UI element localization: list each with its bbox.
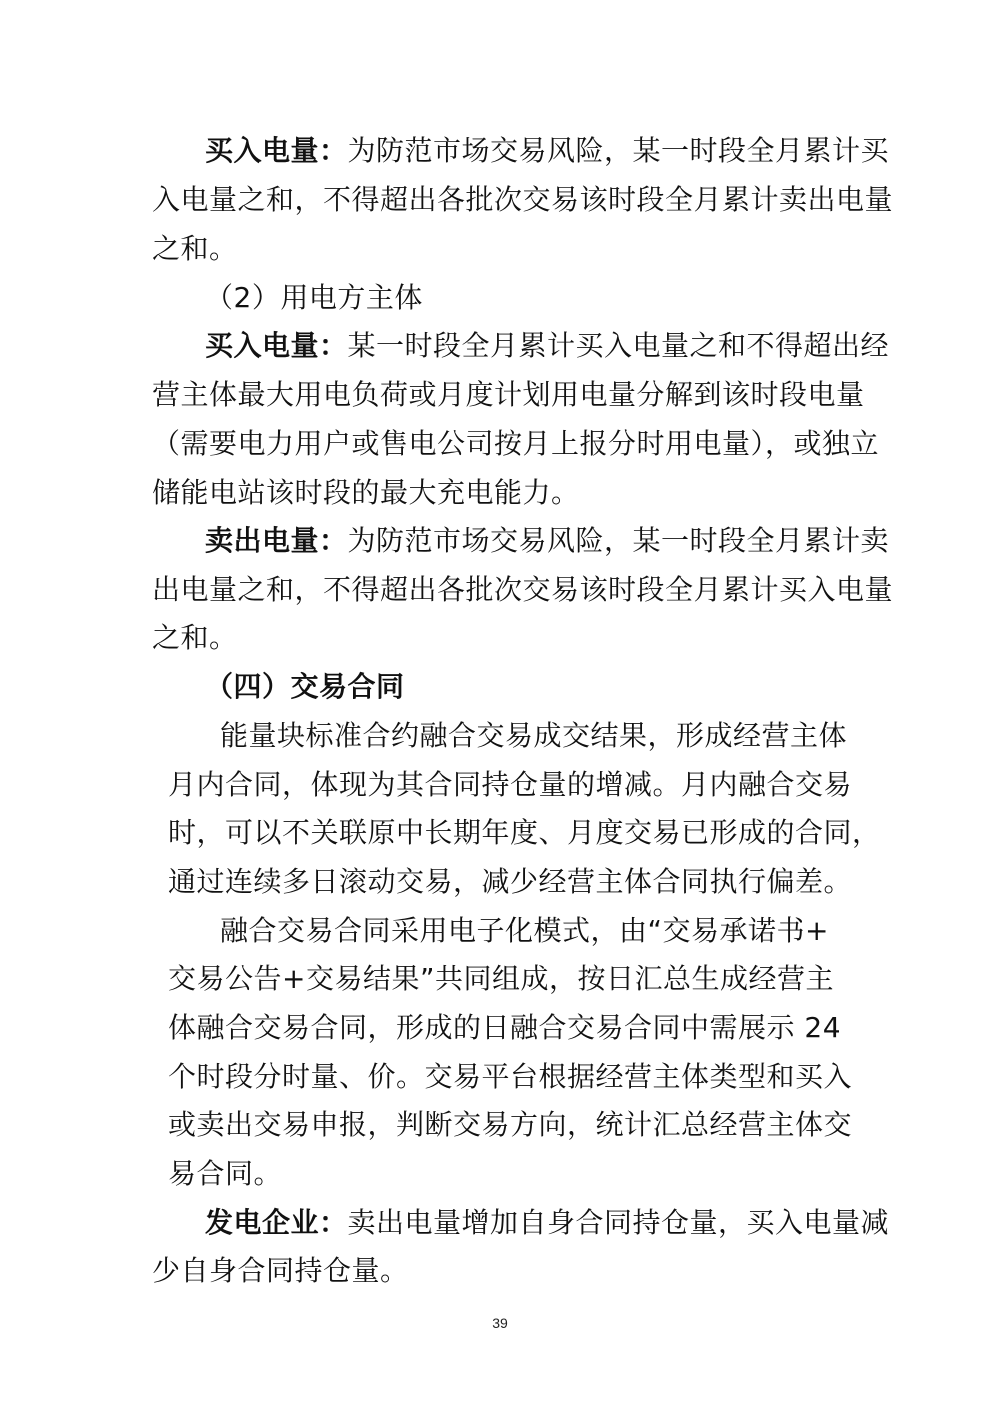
subsection-heading: （2）用电方主体 [205, 281, 423, 314]
paragraph-line: 能量块标准合约融合交易成交结果，形成经营主体 [220, 719, 848, 752]
paragraph-line: 体融合交易合同，形成的日融合交易合同中需展示 24 [168, 1011, 842, 1044]
paragraph-text: 为防范市场交易风险，某一时段全月累计卖 [347, 524, 890, 557]
paragraph-line: 少自身合同持仓量。 [152, 1254, 409, 1287]
page-number: 39 [492, 1315, 508, 1331]
paragraph-line: （需要电力用户或售电公司按月上报分时用电量），或独立 [152, 427, 880, 460]
paragraph-line: 个时段分时量、价。交易平台根据经营主体类型和买入 [168, 1060, 853, 1093]
paragraph-line: 交易公告+交易结果”共同组成，按日汇总生成经营主 [168, 962, 834, 995]
paragraph-text: 为防范市场交易风险，某一时段全月累计买 [347, 134, 890, 167]
paragraph-line: 或卖出交易申报，判断交易方向，统计汇总经营主体交 [168, 1108, 853, 1141]
paragraph-line: 融合交易合同采用电子化模式，由“交易承诺书+ [220, 914, 829, 947]
paragraph-line: 营主体最大用电负荷或月度计划用电量分解到该时段电量 [152, 378, 865, 411]
term-label: 买入电量： [205, 329, 348, 362]
paragraph-line [205, 326, 889, 366]
paragraph-line [205, 1203, 889, 1243]
paragraph-line: 储能电站该时段的最大充电能力。 [152, 476, 580, 509]
paragraph-text: 某一时段全月累计买入电量之和不得超出经 [347, 329, 890, 362]
paragraph-line [205, 521, 889, 561]
paragraph-text: 卖出电量增加自身合同持仓量，买入电量减 [347, 1206, 890, 1239]
term-label: 卖出电量： [205, 524, 348, 557]
paragraph-line: 之和。 [152, 621, 238, 654]
paragraph-line: 易合同。 [168, 1157, 283, 1190]
section-heading: （四）交易合同 [205, 670, 405, 703]
paragraph-line: 通过连续多日滚动交易，减少经营主体合同执行偏差。 [168, 865, 853, 898]
term-label: 发电企业： [205, 1206, 348, 1239]
paragraph-line: 入电量之和，不得超出各批次交易该时段全月累计卖出电量 [152, 183, 894, 216]
paragraph-line: 之和。 [152, 232, 238, 265]
paragraph-line: 出电量之和，不得超出各批次交易该时段全月累计买入电量 [152, 573, 894, 606]
term-label: 买入电量： [205, 134, 348, 167]
paragraph-line: 月内合同，体现为其合同持仓量的增减。月内融合交易 [168, 768, 853, 801]
paragraph-line: 时，可以不关联原中长期年度、月度交易已形成的合同， [168, 816, 881, 849]
paragraph-line [205, 131, 889, 171]
